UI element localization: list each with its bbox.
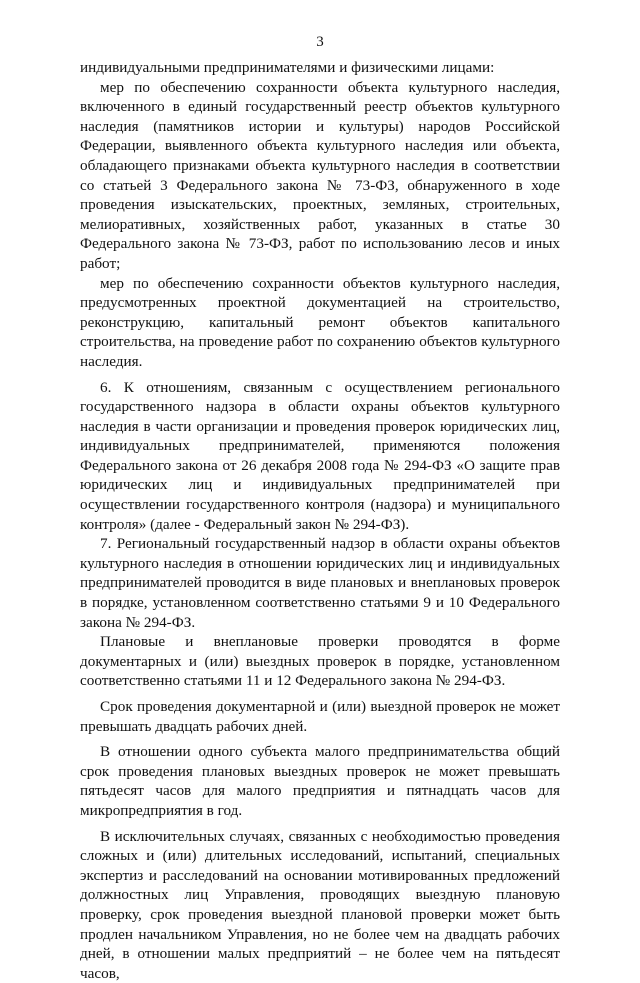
- paragraph-intro-line: индивидуальными предпринимателями и физическими лицами:: [80, 59, 495, 76]
- paragraph-measures-project-documentation: мер по обеспечению сохранности объектов культурного наследия, предусмотренных проектной документацией на строительство, реконструкцию, капитальный ремонт объектов капитального строительства, на проведение работ по сохранению объектов культурного наследия.: [80, 274, 560, 370]
- paragraph-small-business-term: В отношении одного субъекта малого предпринимательства общий срок проведения плановых выездных проверок не может превышать пятьдесят часов для малого предприятия и пятнадцать часов для микропредприятия в год.: [80, 743, 560, 819]
- document-body: [80, 58, 560, 983]
- paragraph-item-6: 6. К отношениям, связанным с осуществлением регионального государственного надзора в области охраны объектов культурного наследия в части организации и проведения проверок юридических лиц, индивидуальных предпринимателей, применяются положения Федерального закона от 26 декабря 2008 года № 294-ФЗ «О защите прав юридических лиц и индивидуальных предпринимателей при осуществлении государственного контроля (надзора) и муниципального контроля» (далее - Федеральный закон № 294-ФЗ).: [80, 378, 560, 533]
- paragraph-item-7: 7. Региональный государственный надзор в области охраны объектов культурного наследия в отношении юридических лиц и индивидуальных предпринимателей проводится в виде плановых и внеплановых проверок в порядке, установленном соответственно статьями 9 и 10 Федерального закона № 294-ФЗ.: [80, 535, 560, 631]
- paragraph-exceptional-cases: В исключительных случаях, связанных с необходимостью проведения сложных и (или) длительных исследований, испытаний, специальных экспертиз и расследований на основании мотивированных предложений должностных лиц Управления, проводящих выездную плановую проверку, срок проведения выездной плановой проверки может быть продлен начальником Управления, но не более чем на двадцать рабочих дней, в отношении малых предприятий – не более чем на пятьдесят часов,: [80, 827, 560, 982]
- paragraph-inspection-forms: Плановые и внеплановые проверки проводятся в форме документарных и (или) выездных проверок в порядке, установленном соответственно статьями 11 и 12 Федерального закона № 294-ФЗ.: [80, 633, 560, 690]
- page-number: 3: [316, 34, 324, 50]
- paragraph-inspection-term: Срок проведения документарной и (или) выездной проверок не может превышать двадцать рабочих дней.: [80, 698, 560, 735]
- paragraph-measures-heritage-object: мер по обеспечению сохранности объекта культурного наследия, включенного в единый государственный реестр объектов культурного наследия (памятников истории и культуры) народов Российской Федерации, выявленного объекта культурного наследия или объекта, обладающего признаками объекта культурного наследия в соответствии со статьей 3 Федерального закона № 73-ФЗ, обнаруженного в ходе проведения изыскательских, проектных, земляных, строительных, мелиоративных, хозяйственных работ, указанных в статье 30 Федерального закона № 73-ФЗ, работ по использованию лесов и иных работ;: [80, 78, 560, 272]
